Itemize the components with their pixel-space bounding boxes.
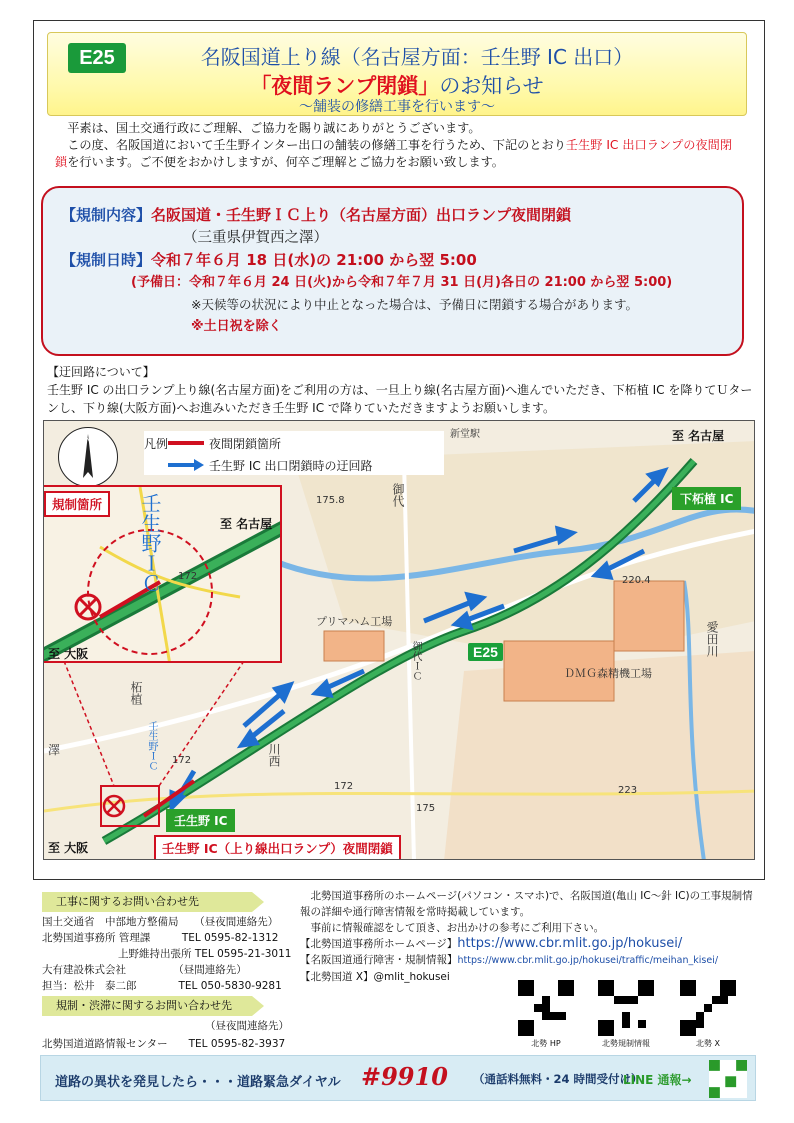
sawa-label: 澤 <box>48 743 61 757</box>
inset-elevation: 172 <box>178 571 198 582</box>
route-badge: E25 <box>68 43 126 73</box>
line-report-label[interactable]: LINE 通報→ <box>623 1073 692 1087</box>
to-osaka-label: 至 大阪 <box>48 841 89 855</box>
intro-p2 <box>55 137 735 171</box>
contact-line1: 国土交通省 中部地方整備局 （昼夜間連絡先） <box>42 916 279 928</box>
notice-header <box>47 32 747 116</box>
misiro-label: 御代 <box>391 483 405 507</box>
tsuge-label: 柘植 <box>129 681 143 705</box>
web-info-text2: 事前に情報確認をして頂き、お出かけの参考にご利用下さい。 <box>310 922 605 934</box>
emergency-number[interactable]: #9910 <box>361 1062 448 1091</box>
inset-ic-name: 壬生野ＩＣ <box>138 493 162 593</box>
legend-swatches <box>166 439 206 473</box>
aidagawa-label: 愛田川 <box>705 621 719 657</box>
shimotsuge-ic-tag: 下柘植 IC <box>672 487 741 510</box>
web-info <box>300 888 760 985</box>
banner-free-text: （通話料無料・24 時間受付け） <box>473 1072 643 1086</box>
regulation-content-row <box>61 204 742 227</box>
mibuno-vertical-label: 壬生野ＩＣ <box>146 721 157 771</box>
compass-icon <box>58 427 118 487</box>
intro-p2-b: を行います。ご不便をおかけしますが、何卒ご理解とご協力をお願い致します。 <box>67 155 504 169</box>
regulation-content-value: 名阪国道・壬生野ＩＣ上り（名古屋方面）出口ランプ夜間閉鎖 <box>151 206 572 224</box>
regulation-date-row <box>61 249 742 272</box>
e25-route-marker: E25 <box>468 643 503 661</box>
traffic-contact-heading: 規制・渋滞に関するお問い合わせ先 <box>42 996 252 1016</box>
qr-hp-caption: 北勢 HP <box>531 1039 561 1048</box>
hp-label: 【北勢国道事務所ホームページ】 <box>300 938 458 950</box>
header-subtitle: ～舗装の修繕工事を行います～ <box>299 99 495 115</box>
regulation-note: ※天候等の状況により中止となった場合は、予備日に閉鎖する場合があります。 <box>191 297 638 312</box>
regulation-note-weekends: ※土日祝を除く <box>191 319 282 334</box>
mishiro-ic-label: 御代ＩＣ <box>410 641 421 681</box>
banner-text: 道路の異状を発見したら・・・道路緊急ダイヤル <box>55 1075 341 1090</box>
regulation-date-label: 【規制日時】 <box>61 251 152 269</box>
factory1-label: プリマハム工場 <box>316 615 393 628</box>
qr-x-caption: 北勢 X <box>695 1039 721 1048</box>
qr-regulation-icon[interactable] <box>598 980 654 1036</box>
regulation-location: （三重県伊賀西之澤） <box>183 230 328 246</box>
intro-p2-red: 壬生野 IC 出口ランプの夜間閉鎖 <box>55 138 733 169</box>
regulation-date-value: 令和７年６月 18 日(水)の 21:00 から翌 5:00 <box>151 251 477 269</box>
detour-text: 壬生野 IC の出口ランプ上り線(名古屋方面)をご利用の方は、一旦上り線(名古屋方面)へ進んでいただき、下柘植 IC を降りてＵターンし、下り線(大阪方面)へお進みいただき壬生野 IC で降りていただきますようお願いします。 <box>47 383 753 415</box>
to-nagoya-label: 至 名古屋 <box>672 429 725 443</box>
shinto-station-label: 新堂駅 <box>450 429 480 440</box>
inset-to-nagoya: 至 名古屋 <box>220 517 273 531</box>
info-link[interactable]: https://www.cbr.mlit.go.jp/hokusei/traffic/meihan_kisei/ <box>457 955 719 966</box>
mibuno-ic-tag: 壬生野 IC <box>166 809 235 832</box>
regulation-inset <box>43 485 282 663</box>
detour-map <box>43 420 755 860</box>
legend-title: 凡例 <box>144 437 169 451</box>
header-closure-title: 「夜間ランプ閉鎖」 <box>250 74 440 98</box>
header-line1: 名阪国道上り線（名古屋方面：壬生野 IC 出口） <box>200 45 634 69</box>
elevation-4: 223 <box>618 785 638 796</box>
qr-regulation-caption: 北勢規制情報 <box>602 1039 650 1048</box>
contact-line3: 上野維持出張所 TEL 0595-21-3011 <box>118 948 292 960</box>
detour-section <box>47 363 757 417</box>
regulation-box <box>41 186 744 356</box>
legend-detour: 壬生野 IC 出口閉鎖時の迂回路 <box>209 459 373 473</box>
qr-hp-icon[interactable] <box>518 980 574 1036</box>
info-label: 【名阪国道通行障害・規制情報】 <box>300 954 458 966</box>
legend-closure: 夜間閉鎖箇所 <box>209 437 282 451</box>
elevation-3: 172 <box>172 755 192 766</box>
web-info-text1: 北勢国道事務所のホームページ(パソコン・スマホ)で、名阪国道(亀山 IC～針 IC)の工事規制情報の詳細や通行障害情報を常時掲載しています。 <box>300 890 753 918</box>
contact-line7: 北勢国道道路情報センター TEL 0595-82-3937 <box>42 1038 286 1050</box>
elevation-1: 175.8 <box>316 495 345 506</box>
elevation-6: 175 <box>416 803 436 814</box>
detour-heading: 【迂回路について】 <box>47 365 155 379</box>
hp-link[interactable]: https://www.cbr.mlit.go.jp/hokusei/ <box>457 936 683 951</box>
elevation-5: 172 <box>334 781 354 792</box>
construction-contact-heading: 工事に関するお問い合わせ先 <box>42 892 252 912</box>
x-label: 【北勢国道 X】 <box>300 971 374 983</box>
intro-p2-a: この度、名阪国道において壬生野インター出口の舗装の修繕工事を行うため、下記のとおり <box>67 138 566 152</box>
contact-line6: （昼夜間連絡先） <box>205 1020 289 1032</box>
contact-line4: 大有建設株式会社 （昼間連絡先） <box>42 964 247 976</box>
factory2-label: ＤＭＧ森精機工場 <box>564 667 652 680</box>
header-notice-word: のお知らせ <box>439 74 544 98</box>
inset-to-osaka: 至 大阪 <box>48 647 89 661</box>
svg-text:N: N <box>85 435 91 444</box>
contact-line2: 北勢国道事務所 管理課 TEL 0595-82-1312 <box>42 932 279 944</box>
regulation-content-label: 【規制内容】 <box>61 206 152 224</box>
intro-p1: 平素は、国土交通行政にご理解、ご協力を賜り誠にありがとうございます。 <box>67 121 481 135</box>
map-legend <box>144 431 444 475</box>
closure-caption: 壬生野 IC（上り線出口ランプ）夜間閉鎖 <box>154 835 401 860</box>
emergency-banner <box>40 1055 756 1101</box>
contact-line5: 担当：松井 泰二郎 TEL 050-5830-9281 <box>42 980 282 992</box>
x-handle[interactable]: @mlit_hokusei <box>373 971 450 983</box>
intro-text <box>55 120 735 171</box>
regulation-spot-tag: 規制箇所 <box>44 491 110 517</box>
regulation-spare-days: (予備日：令和７年６月 24 日(火)から令和７年７月 31 日(月)各日の 21:00 から翌 5:00) <box>131 275 673 290</box>
qr-x-icon[interactable] <box>680 980 736 1036</box>
elevation-2: 220.4 <box>622 575 651 586</box>
line-qr-icon[interactable] <box>709 1060 747 1098</box>
kawanishi-label: 川西 <box>267 743 281 767</box>
